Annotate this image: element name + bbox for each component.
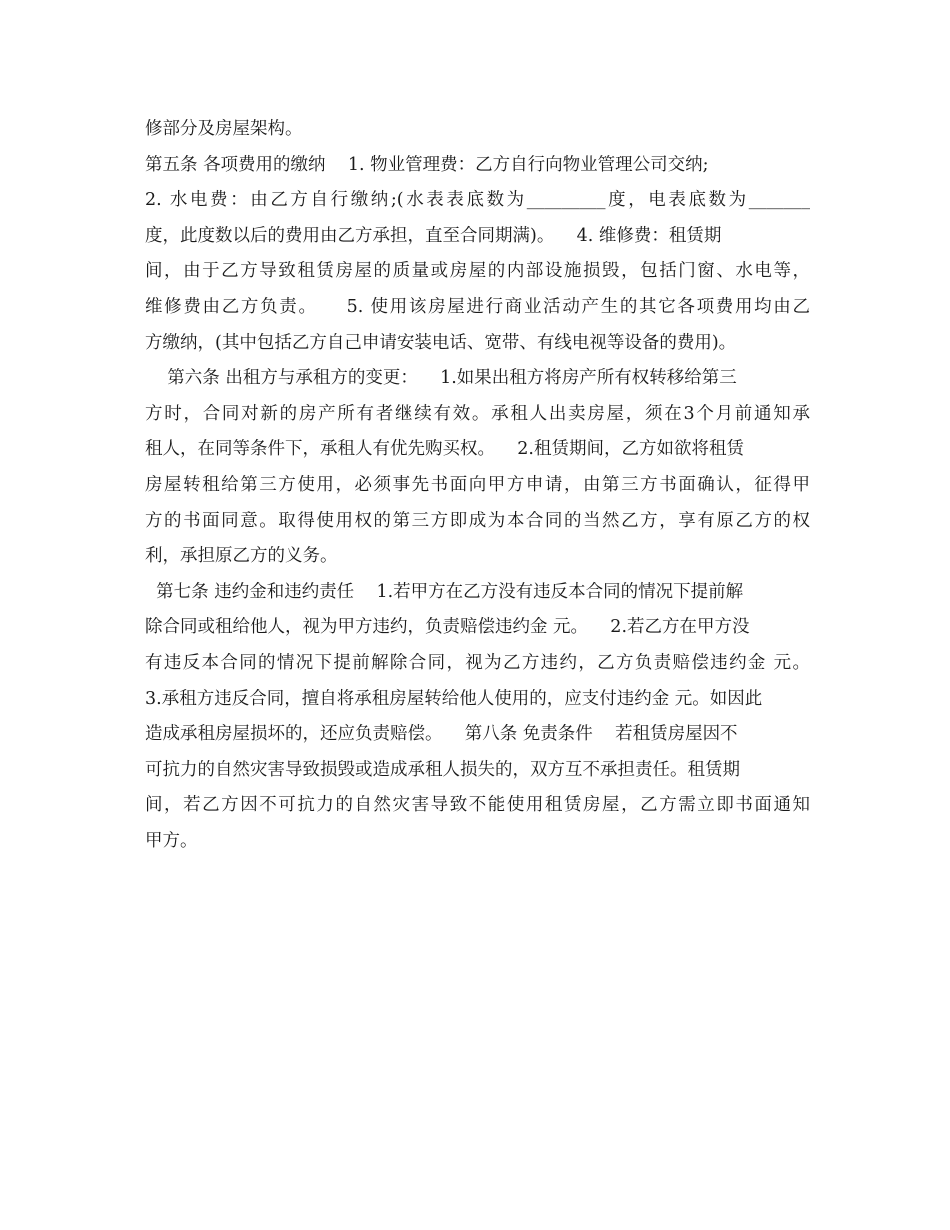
- text-line: 间，若乙方因不可抗力的自然灾害导致不能使用租赁房屋，乙方需立即书面通知: [145, 795, 810, 816]
- document-body: [145, 112, 810, 859]
- text-line: 造成承租房屋损坏的，还应负责赔偿。 第八条 免责条件 若租赁房屋因不: [145, 724, 738, 745]
- text-line: 3.承租方违反合同，擅自将承租房屋转给他人使用的，应支付违约金 元。如因此: [145, 688, 763, 709]
- text-line: 度，此度数以后的费用由乙方承担，直至合同期满)。 4. 维修费：租赁期: [145, 225, 722, 246]
- text-line: 利，承担原乙方的义务。: [145, 546, 338, 567]
- text-line: 租人，在同等条件下，承租人有优先购买权。 2.租赁期间，乙方如欲将租赁: [145, 439, 744, 460]
- text-line: 方缴纳，(其中包括乙方自己申请安装电话、宽带、有线电视等设备的费用)。: [145, 332, 737, 353]
- text-line: 房屋转租给第三方使用，必须事先书面向甲方申请，由第三方书面确认，征得甲: [145, 474, 810, 495]
- text-line: 第五条 各项费用的缴纳 1. 物业管理费：乙方自行向物业管理公司交纳;: [145, 154, 709, 175]
- text-line: 甲方。: [145, 830, 198, 851]
- text-line: 方的书面同意。取得使用权的第三方即成为本合同的当然乙方，享有原乙方的权: [145, 510, 810, 531]
- text-line: 间，由于乙方导致租赁房屋的质量或房屋的内部设施损毁，包括门窗、水电等，: [145, 261, 810, 282]
- text-line: 方时，合同对新的房产所有者继续有效。承租人出卖房屋，须在3个月前通知承: [145, 403, 810, 424]
- text-line: 2. 水电费：由乙方自行缴纳;(水表表底数为_________度，电表底数为_______: [145, 190, 810, 211]
- text-line: 第六条 出租方与承租方的变更： 1.如果出租方将房产所有权转移给第三: [145, 368, 737, 389]
- text-line: 有违反本合同的情况下提前解除合同，视为乙方违约，乙方负责赔偿违约金 元。: [145, 652, 810, 673]
- text-line: 修部分及房屋架构。: [145, 119, 303, 139]
- text-line: 除合同或租给他人，视为甲方违约，负责赔偿违约金 元。 2.若乙方在甲方没: [145, 617, 750, 638]
- text-line: 维修费由乙方负责。 5. 使用该房屋进行商业活动产生的其它各项费用均由乙: [145, 296, 810, 317]
- text-line: 可抗力的自然灾害导致损毁或造成承租人损失的，双方互不承担责任。租赁期: [145, 759, 740, 780]
- text-line: 第七条 违约金和违约责任 1.若甲方在乙方没有违反本合同的情况下提前解: [145, 581, 744, 602]
